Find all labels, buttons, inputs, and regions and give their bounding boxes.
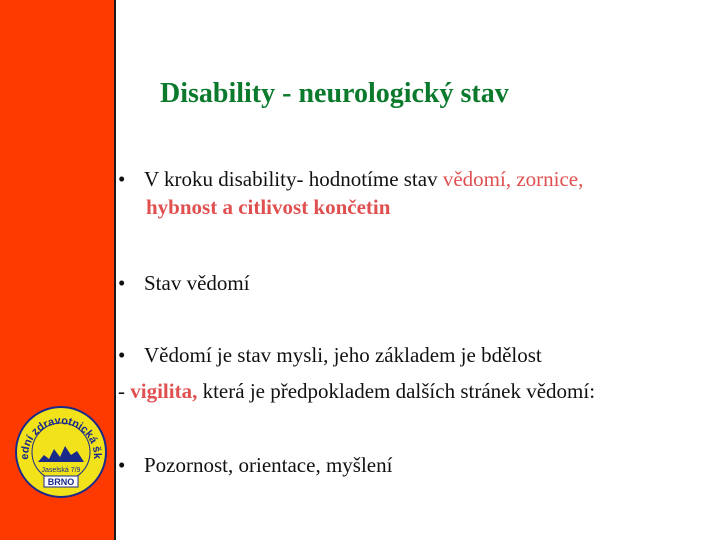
bullet-4-text: Pozornost, orientace, myšlení xyxy=(144,453,393,477)
bullet-3-rest: která je předpokladem dalších stránek vědomí: xyxy=(197,379,596,403)
bullet-1-continuation xyxy=(146,194,390,220)
bullet-2 xyxy=(118,270,250,296)
bullet-marker: • xyxy=(118,271,126,295)
school-seal-icon xyxy=(14,405,108,499)
bullet-1-text: V kroku disability- hodnotíme stav xyxy=(144,167,443,191)
bullet-3-highlight: vigilita, xyxy=(130,379,198,403)
svg-text:Střední zdravotnická škola: ední zdravotnická šk xyxy=(18,414,104,460)
bullet-marker: • xyxy=(118,343,126,367)
page-title: Disability - neurologický stav xyxy=(160,78,509,109)
bullet-marker: • xyxy=(118,453,126,477)
school-logo xyxy=(14,405,108,499)
bullet-3-prefix: - xyxy=(118,379,131,403)
sidebar-divider xyxy=(114,0,116,540)
bullet-3 xyxy=(118,342,542,368)
bullet-2-text: Stav vědomí xyxy=(144,271,250,295)
bullet-1-highlight-2: hybnost a citlivost končetin xyxy=(146,195,391,219)
bullet-3-continuation xyxy=(118,378,595,404)
bullet-marker: • xyxy=(118,167,126,191)
bullet-4 xyxy=(118,452,392,478)
bullet-3-text: Vědomí je stav mysli, jeho základem je bdělost xyxy=(144,343,542,367)
bullet-1-highlight: vědomí, zornice, xyxy=(442,167,584,191)
svg-text:Jaselská 7/9: Jaselská 7/9 xyxy=(41,467,81,474)
bullet-1 xyxy=(118,166,583,192)
svg-text:BRNO: BRNO xyxy=(47,477,75,487)
